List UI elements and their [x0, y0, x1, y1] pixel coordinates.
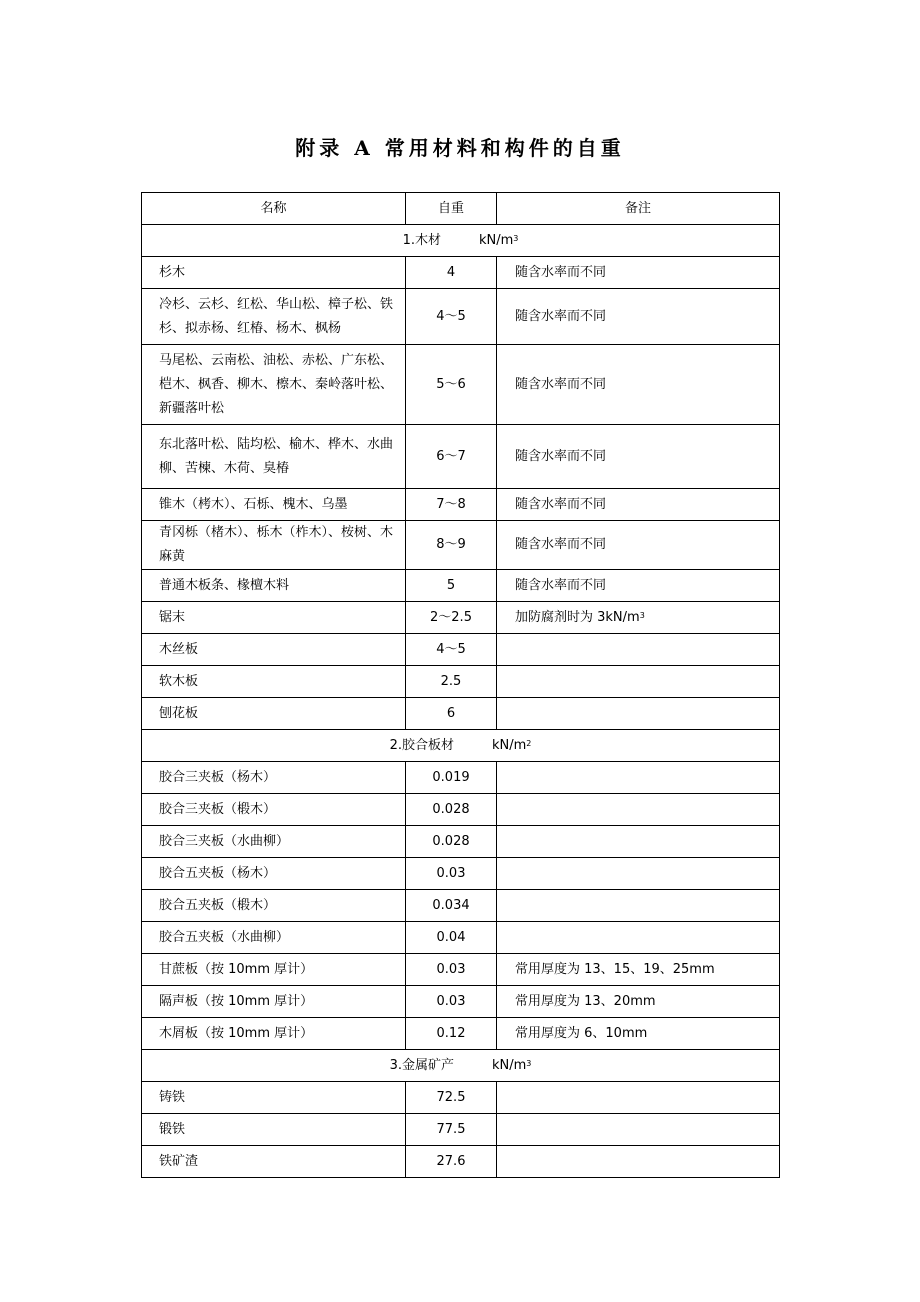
material-weight: 6	[406, 698, 497, 730]
material-note-text: 常用厚度为 6、10mm	[515, 1025, 648, 1041]
material-name: 冷杉、云杉、红松、华山松、樟子松、铁杉、拟赤杨、红椿、杨木、枫杨	[142, 289, 406, 345]
material-name: 杉木	[142, 257, 406, 289]
material-name: 铸铁	[142, 1082, 406, 1114]
table-row	[142, 1082, 780, 1114]
material-name: 隔声板（按 10mm 厚计）	[142, 986, 406, 1018]
table-row	[142, 289, 780, 345]
material-note-text: 随含水率而不同	[515, 376, 607, 392]
material-weight: 4～5	[406, 289, 497, 345]
table-row	[142, 1114, 780, 1146]
table-row	[142, 890, 780, 922]
material-note	[497, 345, 780, 425]
material-note-text: 随含水率而不同	[515, 496, 607, 512]
material-weight: 77.5	[406, 1114, 497, 1146]
material-name: 木丝板	[142, 634, 406, 666]
table-row	[142, 986, 780, 1018]
material-note	[497, 289, 780, 345]
table-row	[142, 762, 780, 794]
material-note-text: 常用厚度为 13、20mm	[515, 993, 656, 1009]
material-weight: 6～7	[406, 425, 497, 489]
section-row	[142, 730, 780, 762]
section-unit	[479, 233, 518, 248]
table-row	[142, 602, 780, 634]
section-row	[142, 1050, 780, 1082]
material-name: 木屑板（按 10mm 厚计）	[142, 1018, 406, 1050]
material-note	[497, 986, 780, 1018]
material-weight: 4～5	[406, 634, 497, 666]
table-row	[142, 570, 780, 602]
material-name: 软木板	[142, 666, 406, 698]
section-unit-text: kN/m	[492, 737, 527, 753]
table-row	[142, 922, 780, 954]
material-weight: 0.12	[406, 1018, 497, 1050]
material-note	[497, 794, 780, 826]
material-note	[497, 425, 780, 489]
section-unit	[492, 738, 531, 753]
material-note	[497, 1146, 780, 1178]
table-row	[142, 257, 780, 289]
table-row	[142, 826, 780, 858]
material-weight: 5	[406, 570, 497, 602]
table-row	[142, 1018, 780, 1050]
material-note	[497, 890, 780, 922]
material-name: 锯末	[142, 602, 406, 634]
section-row	[142, 225, 780, 257]
table-row	[142, 666, 780, 698]
section-unit-exponent: 2	[526, 738, 532, 748]
material-note	[497, 1018, 780, 1050]
material-note	[497, 634, 780, 666]
material-note	[497, 858, 780, 890]
material-weight-table	[141, 192, 780, 1178]
table-row	[142, 1146, 780, 1178]
material-name: 东北落叶松、陆均松、榆木、桦木、水曲柳、苦楝、木荷、臭椿	[142, 425, 406, 489]
table-row	[142, 794, 780, 826]
material-note	[497, 257, 780, 289]
material-note-text: 随含水率而不同	[515, 448, 607, 464]
material-note	[497, 489, 780, 521]
table-row	[142, 489, 780, 521]
material-weight: 0.028	[406, 826, 497, 858]
section-label: 3.金属矿产	[389, 1057, 454, 1073]
material-weight: 72.5	[406, 1082, 497, 1114]
material-name: 铁矿渣	[142, 1146, 406, 1178]
material-weight: 0.03	[406, 986, 497, 1018]
section-unit-text: kN/m	[479, 232, 514, 248]
section-title	[142, 1050, 780, 1082]
material-name: 胶合五夹板（杨木）	[142, 858, 406, 890]
material-weight: 4	[406, 257, 497, 289]
material-name: 普通木板条、椽檀木料	[142, 570, 406, 602]
section-unit-exponent: 3	[513, 233, 519, 243]
material-name: 青冈栎（楮木）、栎木（柞木）、桉树、木麻黄	[142, 521, 406, 570]
material-note-text: 随含水率而不同	[515, 537, 607, 552]
material-name: 刨花板	[142, 698, 406, 730]
material-weight: 2.5	[406, 666, 497, 698]
section-title	[142, 730, 780, 762]
material-weight: 0.034	[406, 890, 497, 922]
material-note	[497, 698, 780, 730]
material-name: 胶合三夹板（水曲柳）	[142, 826, 406, 858]
material-weight: 0.04	[406, 922, 497, 954]
material-weight: 7～8	[406, 489, 497, 521]
material-weight: 5～6	[406, 345, 497, 425]
header-weight: 自重	[406, 193, 497, 225]
material-note	[497, 521, 780, 570]
material-name: 胶合五夹板（水曲柳）	[142, 922, 406, 954]
header-name: 名称	[142, 193, 406, 225]
section-unit-text: kN/m	[492, 1057, 527, 1073]
material-weight: 0.019	[406, 762, 497, 794]
section-label: 2.胶合板材	[389, 737, 454, 753]
material-weight: 8～9	[406, 521, 497, 570]
material-note	[497, 922, 780, 954]
material-weight: 0.028	[406, 794, 497, 826]
material-note	[497, 570, 780, 602]
page-title: 附录 A 常用材料和构件的自重	[295, 136, 625, 160]
material-note-text: 随含水率而不同	[515, 577, 607, 593]
material-name: 锥木（栲木）、石栎、槐木、乌墨	[142, 489, 406, 521]
material-note	[497, 762, 780, 794]
section-label: 1.木材	[402, 232, 441, 248]
section-title	[142, 225, 780, 257]
table-row	[142, 634, 780, 666]
material-name: 胶合五夹板（椴木）	[142, 890, 406, 922]
material-note-text: 常用厚度为 13、15、19、25mm	[515, 961, 715, 977]
section-unit	[492, 1058, 531, 1073]
table-row	[142, 858, 780, 890]
material-name: 甘蔗板（按 10mm 厚计）	[142, 954, 406, 986]
table-row	[142, 345, 780, 425]
material-weight: 27.6	[406, 1146, 497, 1178]
material-note-text: 随含水率而不同	[515, 308, 607, 324]
material-note-exponent: 3	[639, 610, 645, 620]
header-note: 备注	[497, 193, 780, 225]
material-weight: 0.03	[406, 858, 497, 890]
material-name: 胶合三夹板（杨木）	[142, 762, 406, 794]
section-unit-exponent: 3	[526, 1058, 532, 1068]
table-row	[142, 954, 780, 986]
material-weight: 0.03	[406, 954, 497, 986]
material-note	[497, 1082, 780, 1114]
table-row	[142, 521, 780, 570]
material-note	[497, 1114, 780, 1146]
material-note	[497, 954, 780, 986]
table-row	[142, 425, 780, 489]
material-note-text: 随含水率而不同	[515, 264, 607, 280]
material-weight: 2～2.5	[406, 602, 497, 634]
material-note	[497, 826, 780, 858]
table-row	[142, 698, 780, 730]
material-note	[497, 602, 780, 634]
material-note-text: 加防腐剂时为 3kN/m	[515, 609, 640, 625]
material-name: 胶合三夹板（椴木）	[142, 794, 406, 826]
table-header-row	[142, 193, 780, 225]
material-note	[497, 666, 780, 698]
material-name: 锻铁	[142, 1114, 406, 1146]
material-name: 马尾松、云南松、油松、赤松、广东松、桤木、枫香、柳木、檫木、秦岭落叶松、新疆落叶松	[142, 345, 406, 425]
